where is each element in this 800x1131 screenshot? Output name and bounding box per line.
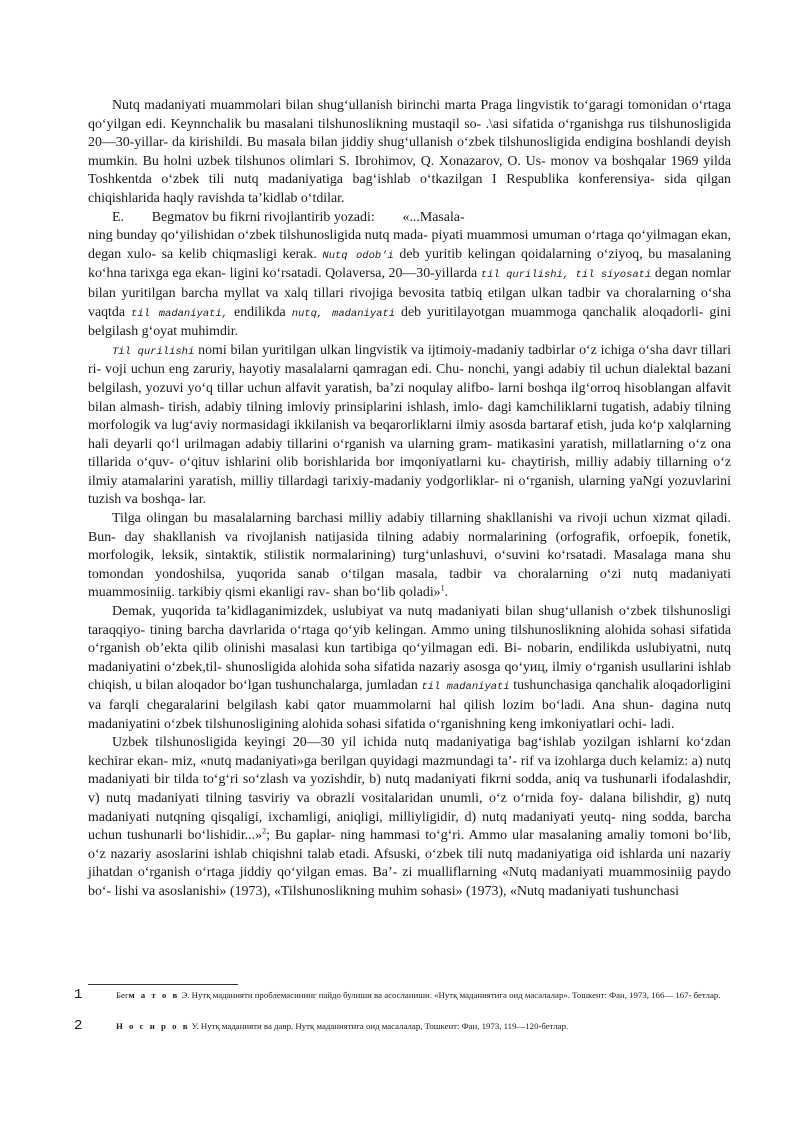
paragraph-2	[88, 227, 731, 342]
paragraph-1	[88, 97, 731, 209]
footnote-ref-1[interactable]: 1	[440, 583, 445, 593]
italic-term-til-madaniyati: til madaniyati,	[131, 307, 229, 320]
footnote-2	[74, 1019, 734, 1034]
paragraph-6-text-b: ; Bu gaplar- ning hammasi to‘g‘ri. Ammo ular masalaning amaliy tomoni bo‘lib, o‘z nazariy asoslarini ishlab chiqishni talab etadi. Afsuski, o‘zbek tili nutq madaniyatiga oid ishlarda uni nazariy jihatdan o‘rganish o‘rtaga jiddiy qo‘yilgan emas. Ba’- zi mualliflarning «Nutq madaniyati muammosiniig paydo bo‘- lishi va asoslanishi» (1973), «Tilshunoslikning muhim sohasi» (1973), «Nutq madaniyati tushunchasi	[88, 828, 731, 899]
paragraph-6	[88, 734, 731, 901]
paragraph-4	[88, 510, 731, 603]
paragraph-3	[88, 342, 731, 510]
footnote-ref-2[interactable]: 2	[262, 826, 267, 836]
italic-term-til-madaniyati-2: til madaniyati	[421, 681, 510, 694]
footnote-1-prefix: Бег	[116, 990, 129, 1000]
paragraph-6-text-a: Uzbek tilshunosligida keyingi 20—30 yil ichida nutq madaniyatiga bag‘ishlab yozilgan ishlarni ko‘zdan kechirar ekan- miz, «nutq madaniyati»ga berilgan quyidagi mazmundagi ta’- rif va izohlarga duch kelamiz: a) nutq madaniyati bir tilda to‘g‘ri so‘zlash va yozishdir, b) nutq madaniyati fikrni sodda, aniq va tushunarli ifodalashdir, v) nutq madaniyati tilning tasviriy va obrazli vositalaridan unumli, o‘z o‘rnida foy- dalana bilishdir, g) nutq madaniyati nutqning qisqaligi, ixchamligi, aniqligi, milliyligidir, d) nutq madaniyati yeutq- ning sodda, barcha uchun tushunarli bo‘lishidir...»	[88, 735, 731, 844]
footnote-1-author: м а т о в	[128, 990, 180, 1000]
paragraph-2-text-a: ning bunday qo‘yilishidan o‘zbek tilshunosligida nutq mada- piyati muammosi umuman o‘rtaga qo‘yilmagan ekan, degan xulo- sa kelib chiqmasligi kerak.	[88, 228, 731, 262]
paragraph-2-heading-text: E. Begmatov bu fikrni rivojlantirib yozadi: «...Masala-	[112, 209, 465, 225]
footnote-divider	[88, 984, 238, 985]
italic-term-til-qurilishi: til qurilishi, til siyosati	[480, 269, 652, 282]
italic-term-nutq-odobi: Nutq odob'i	[322, 249, 394, 262]
paragraph-2-text-b: deb yuritib kelingan qoidalarning o‘ziyoq, bu masalaning ko‘hna tarixga ega ekan- ligini ko‘rsatadi. Qolaversa, 20—30-yillarda	[88, 246, 732, 282]
footnote-2-text: У. Нутқ маданияти ва давр. Нутқ маданиятига оид масалалар, Тошкент: Фан, 1973, 119—120-бетлар.	[189, 1021, 569, 1031]
paragraph-5	[88, 603, 731, 734]
paragraph-1-text: Nutq madaniyati muammolari bilan shug‘ullanish birinchi marta Praga lingvistik to‘garagi tomonidan o‘rtaga qo‘yilgan edi. Keynnchalik bu masalani tilshunoslikning mustaqil so- .\asi sifatida o‘rganishga rus tilshunosligida 20—30-yillar- da kirishildi. Bu masala bilan jiddiy shug‘ullanish o‘zbek tilshunosligida endigina boshlandi deyish mumkin. Bu holni uzbek tilshunos olimlari S. Ibrohimov, Q. Xonazarov, O. Us- monov va boshqalar 1969 yilda Toshkentda o‘zbek tili nutq madaniyatiga bag‘ishlab o‘tkazilgan I Respublika konferensiya- sida qilgan chiqishlarida haqly ravishda ta’kidlab o‘tdilar.	[88, 98, 731, 206]
footnote-1-number: 1	[74, 987, 83, 1003]
italic-term-til-qurilishi-start: Til qurilishi	[112, 345, 195, 358]
paragraph-2-text-e: deb yuritilayotgan muammoga qanchalik aloqadorli- gini belgilash g‘oyat muhimdir.	[88, 304, 732, 340]
footnote-1-text: Э. Нутқ маданияти проблемасининг пайдо булиши ва асосланиши. «Нутқ маданиятига оид масалалар». Тошкент: Фан, 1973, 166— 167- бетлар.	[179, 990, 721, 1000]
paragraph-2-text-d: endilikda	[228, 304, 292, 320]
footnote-1	[74, 988, 734, 1003]
footnote-2-number: 2	[74, 1018, 83, 1034]
paragraph-2-text-c: degan nomlar bilan yuritilgan barcha myllat va xalq tillari rivojiga bevosita tatbiq etilgan ulkan tadbir va choralarning o‘sha vaqtda	[88, 266, 731, 320]
paragraph-4-end: .	[444, 585, 449, 601]
paragraph-5-text-a: Demak, yuqorida ta’kidlaganimizdek, uslubiyat va nutq madaniyati bilan shug‘ullanish o‘zbek tilshunosligi taraqqiyo- tining barcha davrlarida o‘rtaga qo‘yib kelingan. Ammo uning tilshunoslikning alohida sohasi sifatida o‘rganish ob’ekta qilib olinishi masalasi kun tartibiga qo‘yilmagan edi. Bi- nobarin, endilikda uslubiyatni, nutq madaniyatini o‘zbek,til- shunosligida alohida soha sifatida nazariy asosga qo‘yиц, ilmiy o‘rganish usullarini ishlab chiqish, u bilan aloqador bo‘lgan tushunchalarga, jumladan	[88, 604, 731, 694]
paragraph-4-text: Tilga olingan bu masalalarning barchasi milliy adabiy tillarning shakllanishi va rivoji uchun xizmat qiladi. Bun- day shakllanish va rivojlanish natijasida tilning adabiy normalarining (orfografik, orfoepik, fonetik, morfologik, leksik, sintaktik, stilistik normalarining) turg‘unlashuvi, o‘suvini ko‘rsatadi. Masalaga mana shu tomondan yondoshilsa, yuqorida sanab o‘tilgan masala, tadbir va choralarning o‘zi nutq madaniyati muammosiniig. tarkibiy qismi ekanligi rav- shan bo‘lib qoladi»	[88, 511, 731, 601]
paragraph-2-heading	[88, 209, 731, 228]
paragraph-3-text: nomi bilan yuritilgan ulkan lingvistik va ijtimoiy-madaniy tadbirlar o‘z ichiga o‘sha davr tillari ri- voji uchun eng zaruriy, hayotiy masalalarni qamragan edi. Chu- nonchi, yangi adabiy til uchun dialektal bazani belgilash, yozuvi yo‘q tillar uchun alfavit yaratish, ba’zi noqulay alifbo- larni boshqa ilg‘orroq hisoblangan alfavit bilan almash- tirish, adabiy tilning imloviy prinsiplarini ishlash, imlo- dagi kamchiliklarni tugatish, adabiy tilning morfologik va lug‘aviy normasidagi ikkilanish va beqarorliklarni ilmiy asosda bartaraf etish, juda ko‘p xalqlarning hali deyarli qo‘l urilmagan adabiy tillarini o‘rganish va ularning gram- matikasini yaratish, millatlarning o‘z ona tillarida o‘quv- o‘qituv ishlarini olib borishlarida bor imqoniyatlarni ku- chaytirish, milliy adabiy tillarning o‘z ilmiy atamalarini yaratish, milliy tillardagi tarixiy-madaniy yodgorliklar- ni o‘rganish, ularning yaNgi yozuvlarini tuzish va boshqa- lar.	[88, 342, 731, 508]
italic-term-nutq-madaniyati: nutq, madaniyati	[291, 307, 396, 320]
main-text	[88, 97, 731, 902]
footnote-2-author: Н о с и р о в	[116, 1021, 190, 1031]
paragraph-5-text-b: tushunchasiga qanchalik aloqadorligini va farqli chegaralarini belgilash kabi qator muammolarni hal qilish lozim bo‘ladi. Ana shun- dagina nutq madaniyatini o‘zbek tilshunosligining alohida sohasi sifatida o‘rganishning keng imkoniyatlari ochi- ladi.	[88, 678, 731, 732]
